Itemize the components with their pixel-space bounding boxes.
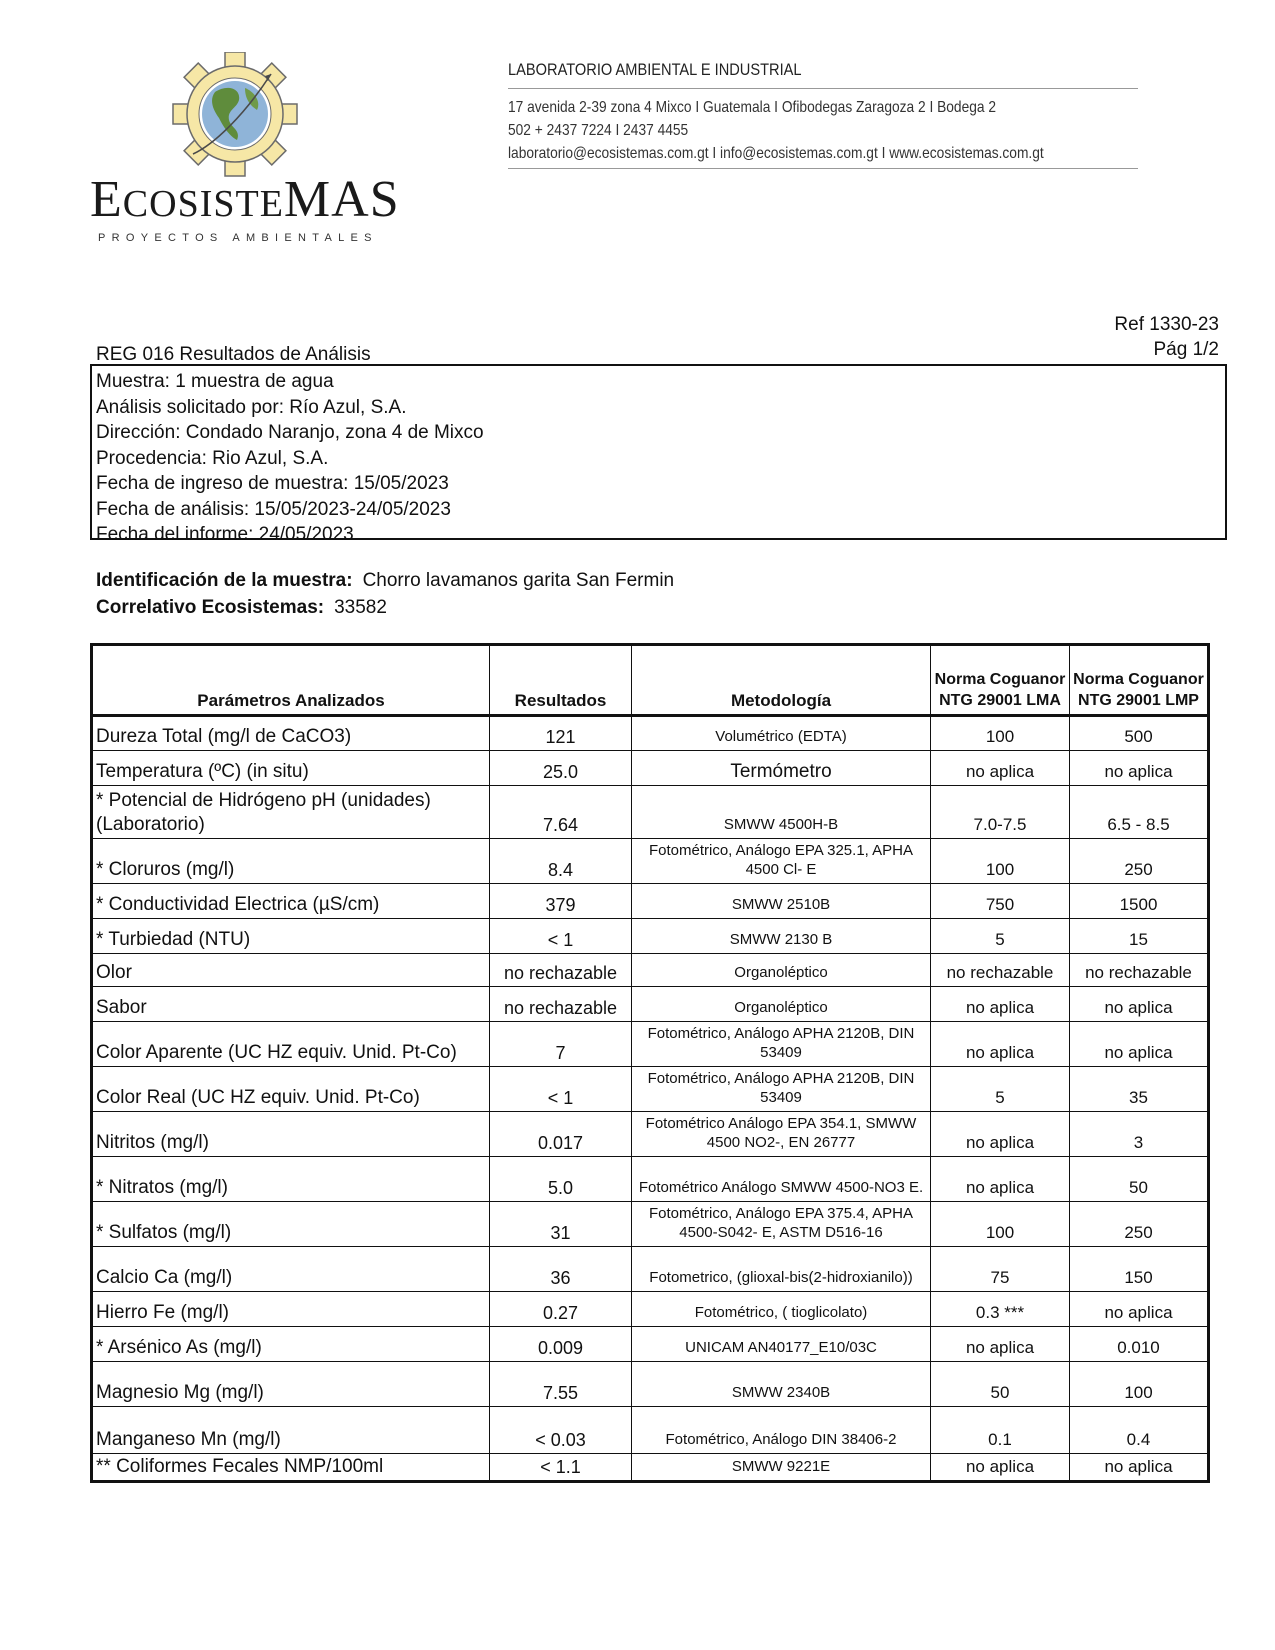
parameter-cell: * Sulfatos (mg/l) [92, 1202, 490, 1247]
norm-lmp-cell: no aplica [1070, 751, 1209, 786]
methodology-cell: SMWW 2340B [632, 1362, 931, 1407]
info-sample: Muestra: 1 muestra de agua [96, 371, 334, 392]
parameter-cell: Nitritos (mg/l) [92, 1112, 490, 1157]
result-cell: < 1 [490, 1067, 632, 1112]
norm-lma-cell: 0.1 [931, 1407, 1070, 1454]
result-cell: < 1.1 [490, 1454, 632, 1482]
norm-lma-cell: 50 [931, 1362, 1070, 1407]
header-parameters: Parámetros Analizados [92, 645, 490, 716]
parameter-cell: * Arsénico As (mg/l) [92, 1327, 490, 1362]
parameter-cell: Color Real (UC HZ equiv. Unid. Pt-Co) [92, 1067, 490, 1112]
methodology-cell: SMWW 2510B [632, 884, 931, 919]
info-origin: Procedencia: Rio Azul, S.A. [96, 447, 329, 469]
sample-correlative-value: 33582 [334, 597, 387, 618]
result-cell: no rechazable [490, 954, 632, 987]
norm-lmp-cell: 0.4 [1070, 1407, 1209, 1454]
result-cell: 31 [490, 1202, 632, 1247]
logo-subtitle: PROYECTOS AMBIENTALES [98, 232, 378, 244]
logo-wordmark: ECOSISTEMAS [90, 171, 400, 228]
lab-emails: laboratorio@ecosistemas.com.gt I info@ecosistemas.com.gt I www.ecosistemas.com.gt [508, 145, 1044, 162]
result-cell: 379 [490, 884, 632, 919]
result-cell: 121 [490, 716, 632, 751]
info-analysis-date: Fecha de análisis: 15/05/2023-24/05/2023 [96, 498, 451, 520]
header-norm-lmp: Norma Coguanor NTG 29001 LMP [1070, 645, 1209, 716]
norm-lma-cell: no aplica [931, 1327, 1070, 1362]
table-row [92, 1407, 1209, 1454]
table-row [92, 954, 1209, 987]
sample-identification-label: Identificación de la muestra: [96, 570, 353, 591]
norm-lmp-cell: 150 [1070, 1247, 1209, 1292]
norm-lmp-cell: no aplica [1070, 1454, 1209, 1482]
norm-lma-cell: no aplica [931, 1454, 1070, 1482]
table-row [92, 1247, 1209, 1292]
result-cell: < 1 [490, 919, 632, 954]
sample-identification [96, 570, 674, 592]
result-cell: 8.4 [490, 839, 632, 884]
norm-lmp-cell: 6.5 - 8.5 [1070, 786, 1209, 839]
table-row [92, 1454, 1209, 1482]
table-row [92, 1067, 1209, 1112]
parameter-cell: * Nitratos (mg/l) [92, 1157, 490, 1202]
norm-lmp-cell: 500 [1070, 716, 1209, 751]
norm-lma-cell: no aplica [931, 1112, 1070, 1157]
methodology-cell: SMWW 2130 B [632, 919, 931, 954]
norm-lma-cell: 5 [931, 1067, 1070, 1112]
parameter-cell: Calcio Ca (mg/l) [92, 1247, 490, 1292]
methodology-cell: SMWW 9221E [632, 1454, 931, 1482]
methodology-cell: Fotométrico Análogo EPA 354.1, SMWW 4500 NO2-, EN 26777 [632, 1112, 931, 1157]
results-table-body [92, 716, 1209, 1482]
norm-lmp-cell: 100 [1070, 1362, 1209, 1407]
norm-lma-cell: 7.0-7.5 [931, 786, 1070, 839]
header-methodology: Metodología [632, 645, 931, 716]
page-number: Pág 1/2 [1153, 339, 1219, 360]
methodology-cell: Organoléptico [632, 987, 931, 1022]
methodology-cell: Fotométrico Análogo SMWW 4500-NO3 E. [632, 1157, 931, 1202]
table-row [92, 919, 1209, 954]
norm-lma-cell: 100 [931, 839, 1070, 884]
parameter-cell: Hierro Fe (mg/l) [92, 1292, 490, 1327]
norm-lmp-cell: no aplica [1070, 1292, 1209, 1327]
result-cell: 36 [490, 1247, 632, 1292]
parameter-cell: Dureza Total (mg/l de CaCO3) [92, 716, 490, 751]
result-cell: 0.27 [490, 1292, 632, 1327]
parameter-cell: * Turbiedad (NTU) [92, 919, 490, 954]
norm-lma-cell: no aplica [931, 751, 1070, 786]
lab-phones: 502 + 2437 7224 I 2437 4455 [508, 122, 689, 139]
norm-lmp-cell: 0.010 [1070, 1327, 1209, 1362]
norm-lma-cell: 100 [931, 1202, 1070, 1247]
table-row [92, 751, 1209, 786]
parameter-cell: * Conductividad Electrica (µS/cm) [92, 884, 490, 919]
header-results: Resultados [490, 645, 632, 716]
norm-lma-cell: 750 [931, 884, 1070, 919]
parameter-cell: * Cloruros (mg/l) [92, 839, 490, 884]
methodology-cell: SMWW 4500H-B [632, 786, 931, 839]
parameter-cell: Magnesio Mg (mg/l) [92, 1362, 490, 1407]
report-title: REG 016 Resultados de Análisis [96, 344, 371, 365]
norm-lma-cell: 100 [931, 716, 1070, 751]
table-row [92, 987, 1209, 1022]
sample-identification-value: Chorro lavamanos garita San Fermin [362, 570, 675, 591]
result-cell: 7.64 [490, 786, 632, 839]
methodology-cell: Organoléptico [632, 954, 931, 987]
table-header-row [92, 645, 1209, 716]
result-cell: no rechazable [490, 987, 632, 1022]
table-row [92, 839, 1209, 884]
table-row [92, 786, 1209, 839]
info-report-date: Fecha del informe: 24/05/2023 [96, 524, 354, 545]
result-cell: 0.017 [490, 1112, 632, 1157]
table-row [92, 1157, 1209, 1202]
table-row [92, 716, 1209, 751]
table-row [92, 1362, 1209, 1407]
table-row [92, 1022, 1209, 1067]
gear-globe-icon [155, 52, 315, 177]
parameter-cell: Manganeso Mn (mg/l) [92, 1407, 490, 1454]
norm-lma-cell: no rechazable [931, 954, 1070, 987]
norm-lmp-cell: 35 [1070, 1067, 1209, 1112]
parameter-cell: Olor [92, 954, 490, 987]
norm-lmp-cell: 250 [1070, 1202, 1209, 1247]
result-cell: 7.55 [490, 1362, 632, 1407]
methodology-cell: Fotométrico, Análogo APHA 2120B, DIN 53409 [632, 1022, 931, 1067]
norm-lmp-cell: 15 [1070, 919, 1209, 954]
methodology-cell: Fotométrico, ( tioglicolato) [632, 1292, 931, 1327]
lab-address: 17 avenida 2-39 zona 4 Mixco I Guatemala I Ofibodegas Zaragoza 2 I Bodega 2 [508, 99, 997, 116]
sample-correlative-label: Correlativo Ecosistemas: [96, 597, 325, 618]
methodology-cell: Fotométrico, Análogo DIN 38406-2 [632, 1407, 931, 1454]
norm-lma-cell: 0.3 *** [931, 1292, 1070, 1327]
sample-info-box [90, 364, 1227, 545]
table-row [92, 884, 1209, 919]
norm-lmp-cell: no rechazable [1070, 954, 1209, 987]
info-requested-by: Análisis solicitado por: Río Azul, S.A. [96, 396, 407, 418]
result-cell: < 0.03 [490, 1407, 632, 1454]
table-row [92, 1292, 1209, 1327]
parameter-cell: Temperatura (ºC) (in situ) [92, 751, 490, 786]
info-address: Dirección: Condado Naranjo, zona 4 de Mixco [96, 422, 484, 443]
results-table [90, 643, 1210, 1483]
company-logo [90, 52, 400, 252]
norm-lmp-cell: 1500 [1070, 884, 1209, 919]
parameter-cell: Sabor [92, 987, 490, 1022]
parameter-cell: Color Aparente (UC HZ equiv. Unid. Pt-Co) [92, 1022, 490, 1067]
norm-lmp-cell: no aplica [1070, 987, 1209, 1022]
header-divider-top [508, 88, 1138, 89]
norm-lma-cell: no aplica [931, 1022, 1070, 1067]
header-divider-bottom [508, 168, 1138, 169]
lab-name: LABORATORIO AMBIENTAL E INDUSTRIAL [508, 60, 802, 79]
reference-block [1114, 312, 1219, 362]
norm-lma-cell: 5 [931, 919, 1070, 954]
table-row [92, 1202, 1209, 1247]
result-cell: 25.0 [490, 751, 632, 786]
sample-correlative [96, 597, 387, 619]
methodology-cell: Termómetro [632, 751, 931, 786]
norm-lmp-cell: no aplica [1070, 1022, 1209, 1067]
parameter-cell: * Potencial de Hidrógeno pH (unidades) (Laboratorio) [92, 786, 490, 839]
norm-lma-cell: no aplica [931, 987, 1070, 1022]
methodology-cell: Volumétrico (EDTA) [632, 716, 931, 751]
reference-number: Ref 1330-23 [1114, 314, 1219, 335]
methodology-cell: UNICAM AN40177_E10/03C [632, 1327, 931, 1362]
norm-lma-cell: 75 [931, 1247, 1070, 1292]
parameter-cell: ** Coliformes Fecales NMP/100ml [92, 1454, 490, 1482]
methodology-cell: Fotométrico, Análogo APHA 2120B, DIN 53409 [632, 1067, 931, 1112]
header-norm-lma: Norma Coguanor NTG 29001 LMA [931, 645, 1070, 716]
table-row [92, 1112, 1209, 1157]
methodology-cell: Fotométrico, Análogo EPA 375.4, APHA 4500-S042- E, ASTM D516-16 [632, 1202, 931, 1247]
norm-lmp-cell: 250 [1070, 839, 1209, 884]
result-cell: 0.009 [490, 1327, 632, 1362]
result-cell: 5.0 [490, 1157, 632, 1202]
info-intake-date: Fecha de ingreso de muestra: 15/05/2023 [96, 473, 449, 494]
table-row [92, 1327, 1209, 1362]
methodology-cell: Fotometrico, (glioxal-bis(2-hidroxianilo)) [632, 1247, 931, 1292]
norm-lma-cell: no aplica [931, 1157, 1070, 1202]
norm-lmp-cell: 50 [1070, 1157, 1209, 1202]
norm-lmp-cell: 3 [1070, 1112, 1209, 1157]
result-cell: 7 [490, 1022, 632, 1067]
methodology-cell: Fotométrico, Análogo EPA 325.1, APHA 4500 Cl- E [632, 839, 931, 884]
